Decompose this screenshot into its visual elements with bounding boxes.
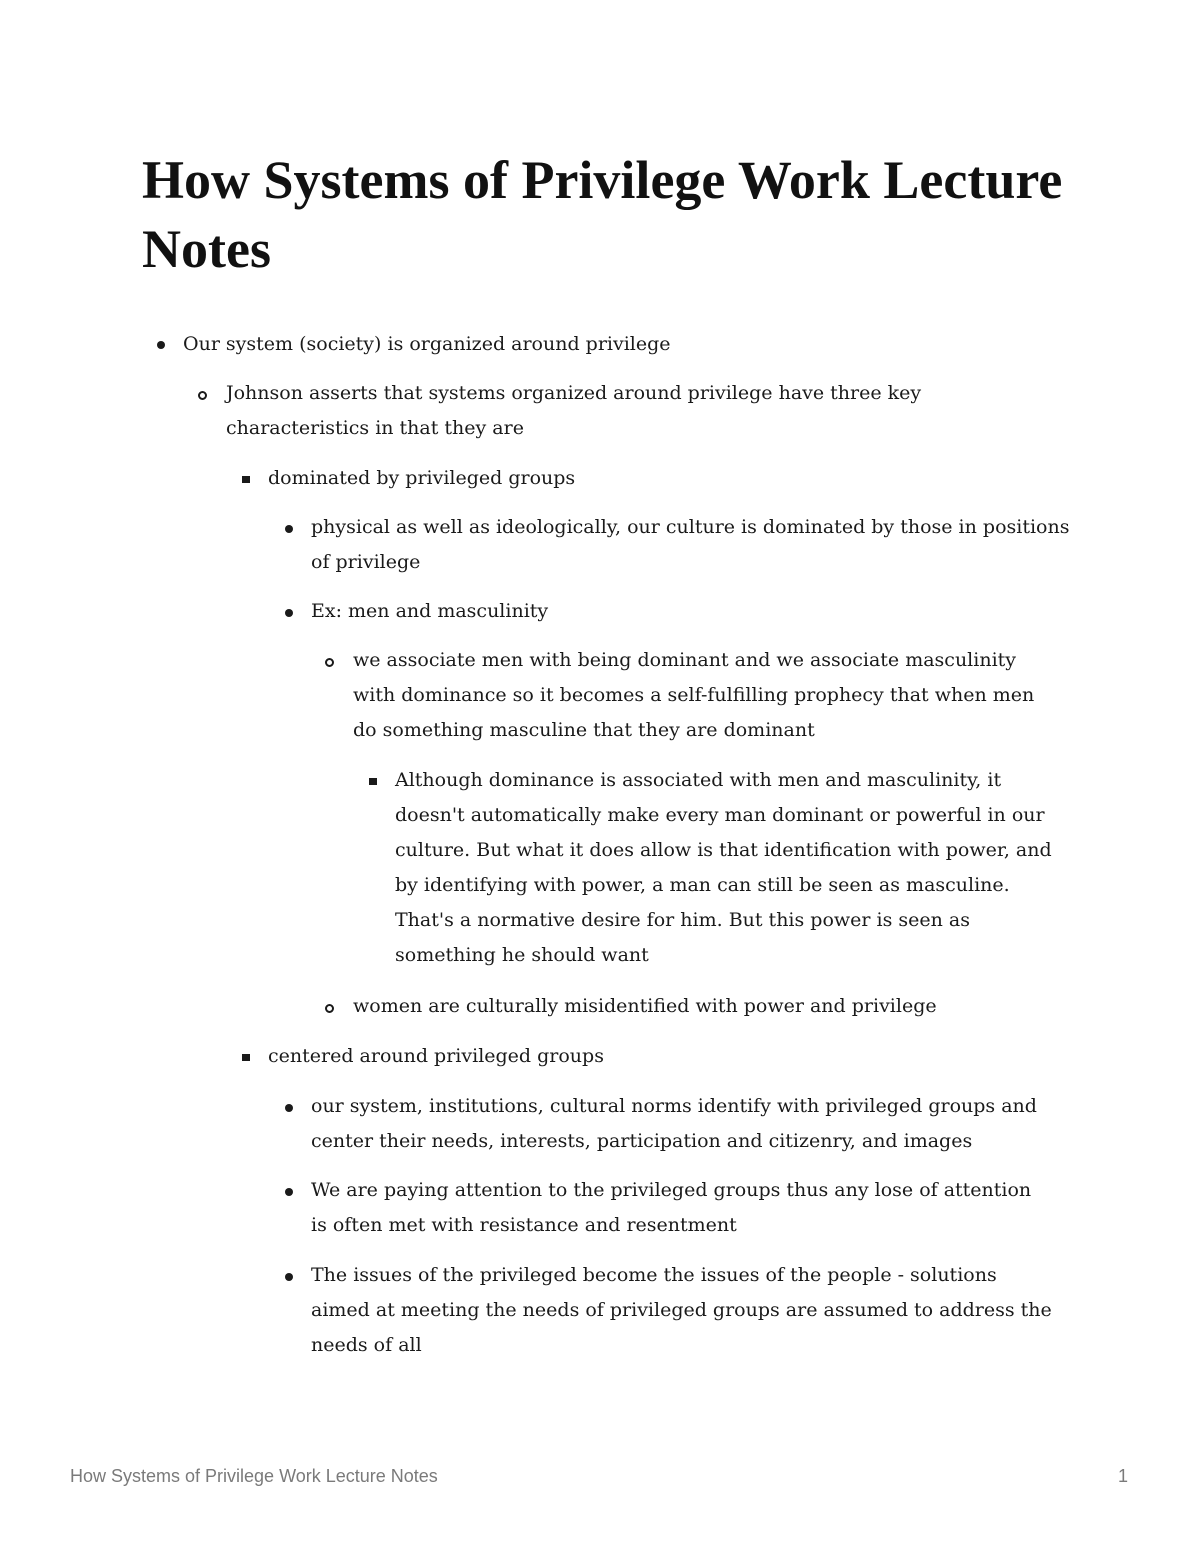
page-title: How Systems of Privilege Work Lecture Notes	[142, 150, 1063, 279]
page-number: 1	[1117, 1466, 1128, 1486]
bullet-square-icon	[242, 1054, 250, 1061]
list-item: Johnson asserts that systems organized around privilege have three key characteristics in that they are	[226, 382, 922, 439]
bullet-square-icon	[369, 778, 377, 785]
bullet-disc-icon	[157, 341, 165, 349]
list-item: We are paying attention to the privileged groups thus any lose of attention is often met with resistance and resentment	[311, 1179, 1032, 1236]
bullet-square-icon	[242, 476, 250, 483]
list-item: Although dominance is associated with men and masculinity, it doesn't automatically make every man dominant or powerful in our culture. But what it does allow is that identification with power, and by identifying with power, a man can still be seen as masculine. That's a normative desire for him. But this power is seen as something he should want	[395, 769, 1052, 966]
footer-title: How Systems of Privilege Work Lecture Notes	[70, 1466, 438, 1486]
bullet-disc-icon	[285, 1188, 293, 1196]
bullet-disc-icon	[285, 609, 293, 617]
bullet-disc-icon	[285, 1273, 293, 1281]
bullet-disc-icon	[285, 525, 293, 533]
bullet-circle-icon	[325, 1004, 334, 1013]
list-item: women are culturally misidentified with power and privilege	[353, 995, 937, 1017]
bullet-circle-icon	[325, 658, 334, 667]
bullet-disc-icon	[285, 1104, 293, 1112]
bullet-circle-icon	[198, 391, 207, 400]
list-item: The issues of the privileged become the issues of the people - solutions aimed at meeting the needs of privileged groups are assumed to address the needs of all	[311, 1264, 1052, 1356]
list-item: our system, institutions, cultural norms identify with privileged groups and center their needs, interests, participation and citizenry, and images	[311, 1095, 1037, 1152]
list-item: centered around privileged groups	[268, 1045, 604, 1067]
list-item: Our system (society) is organized around privilege	[183, 333, 671, 355]
list-item: we associate men with being dominant and we associate masculinity with dominance so it becomes a self-fulfilling prophecy that when men do something masculine that they are dominant	[353, 649, 1035, 741]
list-item: physical as well as ideologically, our culture is dominated by those in positions of privilege	[311, 516, 1070, 573]
list-item: dominated by privileged groups	[268, 467, 576, 489]
list-item: Ex: men and masculinity	[311, 600, 549, 622]
